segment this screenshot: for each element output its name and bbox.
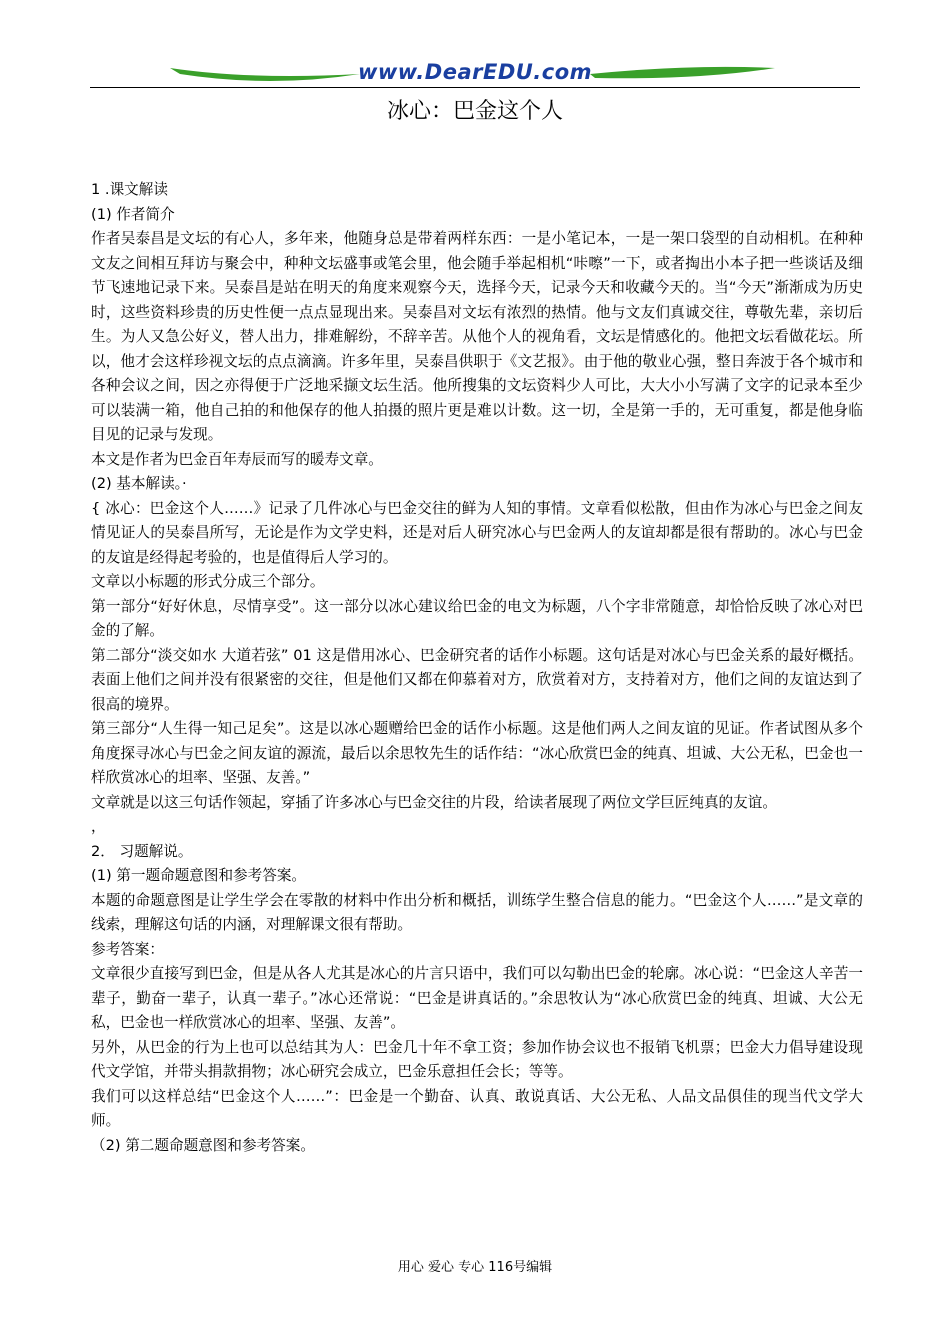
- subsection-heading: (2) 基本解读。·: [91, 475, 187, 492]
- body-paragraph: 本题的命题意图是让学生学会在零散的材料中作出分析和概括，训练学生整合信息的能力。“巴金这个人……”是文章的线索，理解这句话的内涵，对理解课文很有帮助。: [91, 891, 863, 933]
- body-paragraph: 另外，从巴金的行为上也可以总结其为人：巴金几十年不拿工资；参加作协会议也不报销飞机票；巴金大力倡导建设现代文学馆，并带头捐款捐物；冰心研究会成立，巴金乐意担任会长；等等。: [91, 1038, 863, 1080]
- body-paragraph: 文章就是以这三句话作领起，穿插了许多冰心与巴金交往的片段，给读者展现了两位文学巨匠纯真的友谊。: [91, 793, 777, 811]
- subsection-heading: (1) 作者简介: [91, 205, 175, 223]
- body-paragraph: 我们可以这样总结“巴金这个人……”：巴金是一个勤奋、认真、敢说真话、大公无私、人品文品俱佳的现当代文学大师。: [91, 1087, 863, 1129]
- body-paragraph: 文章以小标题的形式分成三个部分。: [91, 573, 325, 590]
- body-paragraph: { 冰心：巴金这个人……》记录了几件冰心与巴金交往的鲜为人知的事情。文章看似松散，但由作为冰心与巴金之间友情见证人的吴泰昌所写，无论是作为文学史料，还是对后人研究冰心与巴金两人的友谊却都是很有帮助的。冰心与巴金的友谊是经得起考验的，也是值得后人学习的。: [91, 499, 863, 566]
- header-divider: [90, 87, 860, 88]
- page-footer: 用心 爱心 专心 116号编辑: [397, 1260, 553, 1275]
- body-paragraph: 本文是作者为巴金百年寿辰而写的暖寿文章。: [91, 450, 383, 468]
- body-paragraph: 作者吴泰昌是文坛的有心人，多年来，他随身总是带着两样东西：一是小笔记本，一是一架口袋型的自动相机。在种种文友之间相互拜访与聚会中，种种文坛盛事或笔会里，他会随手举起相机“咔嚓”一下，或者掏出小本子把一些谈话及细节飞速地记录下来。吴泰昌是站在明天的角度来观察今天，选择今天，记录今天和收藏今天的。当“今天”渐渐成为历史时，这些资料珍贵的历史性便一点点显现出来。吴泰昌对文坛有浓烈的热情。他与文友们真诚交往，尊敬先辈，亲切后生。为人又急公好义，替人出力，排难解纷，不辞辛苦。从他个人的视角看，文坛是情感化的。他把文坛看做花坛。所以，他才会这样珍视文坛的点点滴滴。许多年里，吴泰昌供职于《文艺报》。由于他的敬业心强，整日奔波于各个城市和各种会议之间，因之亦得便于广泛地采撷文坛生活。他所搜集的文坛资料少人可比，大大小小写满了文字的记录本至少可以装满一箱，他自己拍的和他保存的他人拍摄的照片更是难以计数。这一切，全是第一手的，无可重复，都是他身临目见的记录与发现。: [91, 230, 863, 443]
- document-title: 冰心：巴金这个人: [386, 99, 563, 124]
- body-paragraph: 第二部分“淡交如水 大道若弦” 01 这是借用冰心、巴金研究者的话作小标题。这句话是对冰心与巴金关系的最好概括。表面上他们之间并没有很紧密的交往，但是他们又都在仰慕着对方，欣赏着对方，支持着对方，他们之间的友谊达到了很高的境界。: [91, 646, 863, 713]
- section-heading: 1 .课文解读: [91, 181, 168, 198]
- subsection-heading: (1) 第一题命题意图和参考答案。: [91, 867, 307, 884]
- stray-mark: ，: [91, 818, 106, 835]
- body-paragraph: 第三部分“人生得一知己足矣”。这是以冰心题赠给巴金的话作小标题。这是他们两人之间友谊的见证。作者试图从多个角度探寻冰心与巴金之间友谊的源流，最后以余思牧先生的话作结：“冰心欣赏巴金的纯真、坦诚、大公无私，巴金也一样欣赏冰心的坦率、坚强、友善。”: [91, 720, 863, 786]
- section-heading: 2． 习题解说。: [91, 842, 193, 860]
- answer-label: 参考答案：: [91, 940, 164, 958]
- site-logo-text[interactable]: www.DearEDU.com: [357, 60, 593, 84]
- body-paragraph: 文章很少直接写到巴金，但是从各人尤其是冰心的片言只语中，我们可以勾勒出巴金的轮廓。冰心说：“巴金这人辛苦一辈子，勤奋一辈子，认真一辈子。”冰心还常说：“巴金是讲真话的。”余思牧认为“冰心欣赏巴金的纯真、坦诚、大公无私，巴金也一样欣赏冰心的坦率、坚强、友善”。: [91, 965, 863, 1031]
- subsection-heading: （2) 第二题命题意图和参考答案。: [91, 1136, 315, 1154]
- body-paragraph: 第一部分“好好休息，尽情享受”。这一部分以冰心建议给巴金的电文为标题，八个字非常随意，却恰恰反映了冰心对巴金的了解。: [91, 597, 863, 639]
- article-body: [91, 178, 863, 1158]
